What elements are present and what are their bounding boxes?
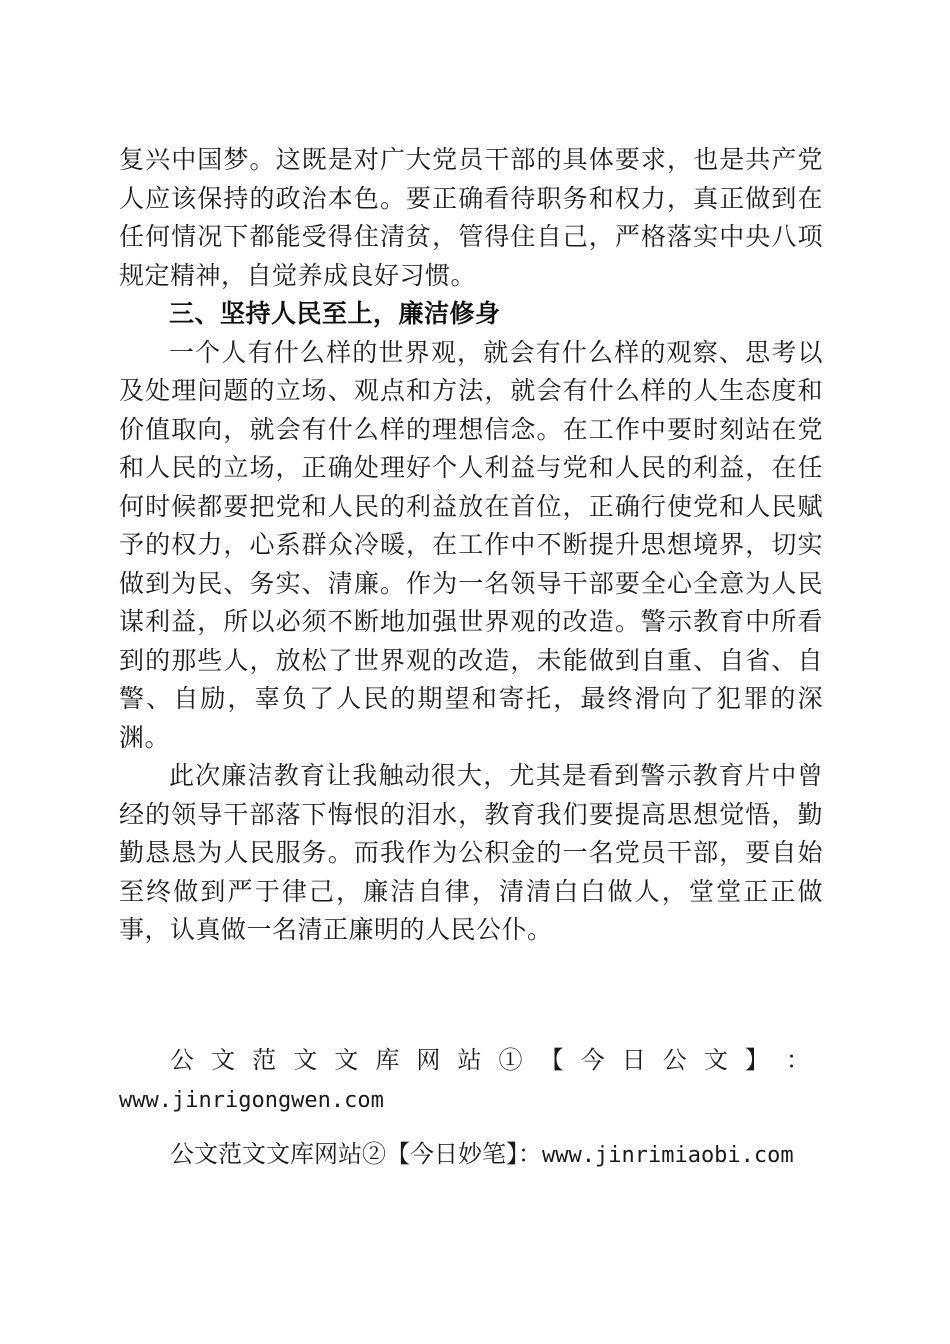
site2-url[interactable]: www.jinrimiaobi.com [542, 1143, 794, 1168]
section-heading-3: 三、坚持人民至上，廉洁修身 [169, 299, 501, 328]
site2-line [170, 1134, 830, 1169]
paragraph-conclusion: 此次廉洁教育让我触动很大，尤其是看到警示教育片中曾经的领导干部落下悔恨的泪水，教育我们要提高思想觉悟，勤勤恳恳为人民服务。而我作为公积金的一名党员干部，要自始至终做到严于律己，廉洁自律，清清白白做人，堂堂正正做事，认真做一名清正廉明的人民公仆。 [119, 761, 823, 944]
site1-url[interactable]: www.jinrigongwen.com [119, 1088, 384, 1113]
site2-label: 公文范文文库网站②【今日妙笔】： [170, 1140, 542, 1168]
site1-label-line [170, 1040, 810, 1075]
site1-label: 公 文 范 文 文 库 网 站 ① 【 今 日 公 文 】 ： [170, 1046, 810, 1074]
paragraph-continued: 复兴中国梦。这既是对广大党员干部的具体要求，也是共产党人应该保持的政治本色。要正确看待职务和权力，真正做到在任何情况下都能受得住清贫，管得住自己，严格落实中央八项规定精神，自觉养成良好习惯。 [119, 145, 823, 290]
paragraph-worldview: 一个人有什么样的世界观，就会有什么样的观察、思考以及处理问题的立场、观点和方法，就会有什么样的人生态度和价值取向，就会有什么样的理想信念。在工作中要时刻站在党和人民的立场，正确处理好个人利益与党和人民的利益，在任何时候都要把党和人民的利益放在首位，正确行使党和人民赋予的权力，心系群众冷暖，在工作中不断提升思想境界，切实做到为民、务实、清廉。作为一名领导干部要全心全意为人民谋利益，所以必须不断地加强世界观的改造。警示教育中所看到的那些人，放松了世界观的改造，未能做到自重、自省、自警、自励，辜负了人民的期望和寄托，最终滑向了犯罪的深渊。 [119, 337, 823, 752]
document-body [119, 141, 823, 950]
